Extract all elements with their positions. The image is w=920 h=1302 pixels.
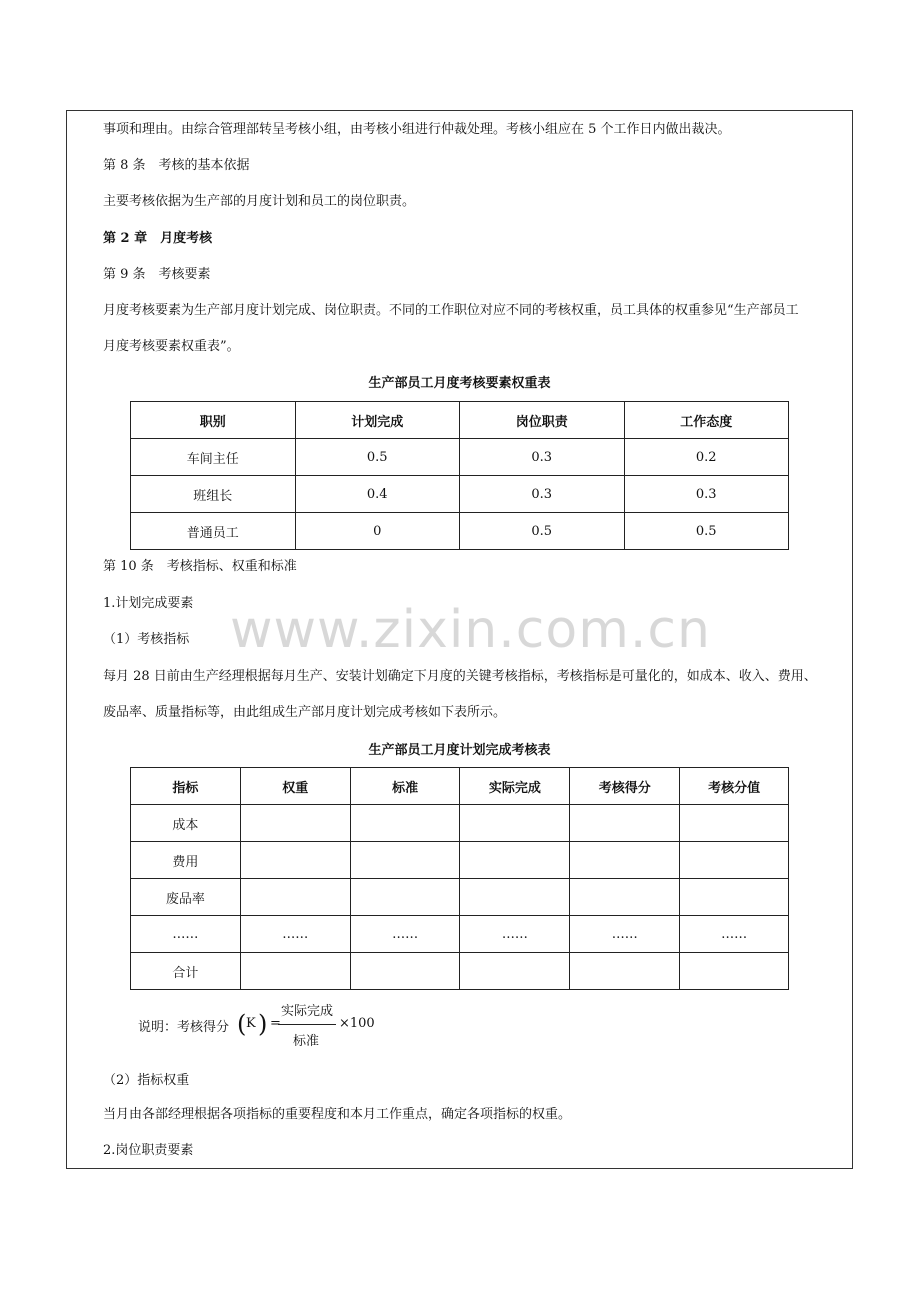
table-cell: 0.3	[460, 476, 625, 513]
table-cell: 0.3	[460, 439, 625, 476]
subsection-heading: （2）指标权重	[103, 1073, 190, 1088]
table-cell: 0.5	[460, 513, 625, 550]
formula-equals: =	[270, 1016, 281, 1031]
paragraph: 月度考核要素为生产部月度计划完成、岗位职责。不同的工作职位对应不同的考核权重，员工具体的权重参见“生产部员工	[103, 303, 799, 318]
table-cell	[570, 953, 680, 990]
table-header: 职别	[131, 402, 296, 439]
table-cell: 0.2	[624, 439, 789, 476]
table-cell: 费用	[131, 842, 241, 879]
table-cell: 0.5	[295, 439, 460, 476]
paragraph: 当月由各部经理根据各项指标的重要程度和本月工作重点，确定各项指标的权重。	[103, 1107, 572, 1122]
paragraph: 事项和理由。由综合管理部转呈考核小组，由考核小组进行仲裁处理。考核小组应在 5 个工作日内做出裁决。	[103, 122, 731, 137]
paragraph-continued: 废品率、质量指标等，由此组成生产部月度计划完成考核如下表所示。	[103, 705, 507, 720]
table-cell	[680, 842, 789, 879]
table-cell: ……	[680, 916, 789, 953]
formula-denominator: 标准	[293, 1034, 320, 1049]
formula-paren-right: )	[258, 1010, 268, 1038]
formula-numerator: 实际完成	[281, 1004, 334, 1019]
table-header: 权重	[240, 768, 350, 805]
table-row	[131, 476, 789, 513]
paragraph: 每月 28 日前由生产经理根据每月生产、安装计划确定下月度的关键考核指标，考核指标是可量化的，如成本、收入、费用、	[103, 669, 817, 684]
section-heading: 1.计划完成要素	[103, 596, 194, 611]
table-header: 实际完成	[460, 768, 570, 805]
table-cell	[350, 879, 460, 916]
weight-table	[130, 401, 789, 550]
table-row	[131, 916, 789, 953]
section-heading: 2.岗位职责要素	[103, 1143, 194, 1158]
table-cell: ……	[570, 916, 680, 953]
paragraph: 主要考核依据为生产部的月度计划和员工的岗位职责。	[103, 194, 416, 209]
table-header: 标准	[350, 768, 460, 805]
article-9-heading: 第 9 条 考核要素	[103, 267, 211, 282]
table-cell: 车间主任	[131, 439, 296, 476]
table-header: 岗位职责	[460, 402, 625, 439]
table1-caption: 生产部员工月度考核要素权重表	[368, 376, 551, 391]
subsection-heading: （1）考核指标	[103, 632, 190, 647]
table-cell: 班组长	[131, 476, 296, 513]
table-cell: 合计	[131, 953, 241, 990]
article-10-heading: 第 10 条 考核指标、权重和标准	[103, 559, 297, 574]
table-cell: 普通员工	[131, 513, 296, 550]
table-row	[131, 805, 789, 842]
table-header: 指标	[131, 768, 241, 805]
table-cell: 成本	[131, 805, 241, 842]
table-header: 考核分值	[680, 768, 789, 805]
table-cell	[680, 879, 789, 916]
table-cell	[680, 805, 789, 842]
formula-multiplier: ×100	[339, 1016, 375, 1031]
table-header: 计划完成	[295, 402, 460, 439]
table-cell: ……	[350, 916, 460, 953]
chapter-2-heading: 第 2 章 月度考核	[103, 231, 213, 246]
table-cell	[350, 805, 460, 842]
table-header: 工作态度	[624, 402, 789, 439]
plan-completion-table	[130, 767, 789, 990]
table2-caption: 生产部员工月度计划完成考核表	[368, 743, 551, 758]
table-cell	[460, 805, 570, 842]
table-header: 考核得分	[570, 768, 680, 805]
formula-prefix: 说明：考核得分	[138, 1020, 230, 1035]
table-cell	[240, 953, 350, 990]
table-cell	[240, 879, 350, 916]
table-cell	[350, 842, 460, 879]
table-cell	[680, 953, 789, 990]
paragraph-continued: 月度考核要素权重表”。	[103, 339, 240, 354]
table-cell: 0.3	[624, 476, 789, 513]
table-cell	[240, 805, 350, 842]
formula-variable: K	[246, 1016, 256, 1031]
table-cell	[460, 953, 570, 990]
table-cell	[570, 842, 680, 879]
table-cell	[240, 842, 350, 879]
table-row	[131, 513, 789, 550]
watermark: www.zixin.com.cn	[230, 600, 711, 660]
table-cell	[460, 879, 570, 916]
table-row	[131, 879, 789, 916]
table-row	[131, 953, 789, 990]
formula-paren-left: (	[237, 1010, 247, 1038]
table-cell: 废品率	[131, 879, 241, 916]
table-cell: 0.4	[295, 476, 460, 513]
table-cell	[570, 879, 680, 916]
article-8-heading: 第 8 条 考核的基本依据	[103, 158, 250, 173]
table-cell	[460, 842, 570, 879]
table-row	[131, 439, 789, 476]
table-row	[131, 842, 789, 879]
table-cell	[570, 805, 680, 842]
table-cell: ……	[460, 916, 570, 953]
table-cell: ……	[240, 916, 350, 953]
fraction-line	[278, 1024, 336, 1025]
table-cell: ……	[131, 916, 241, 953]
table-cell: 0.5	[624, 513, 789, 550]
table-cell	[350, 953, 460, 990]
table-cell: 0	[295, 513, 460, 550]
